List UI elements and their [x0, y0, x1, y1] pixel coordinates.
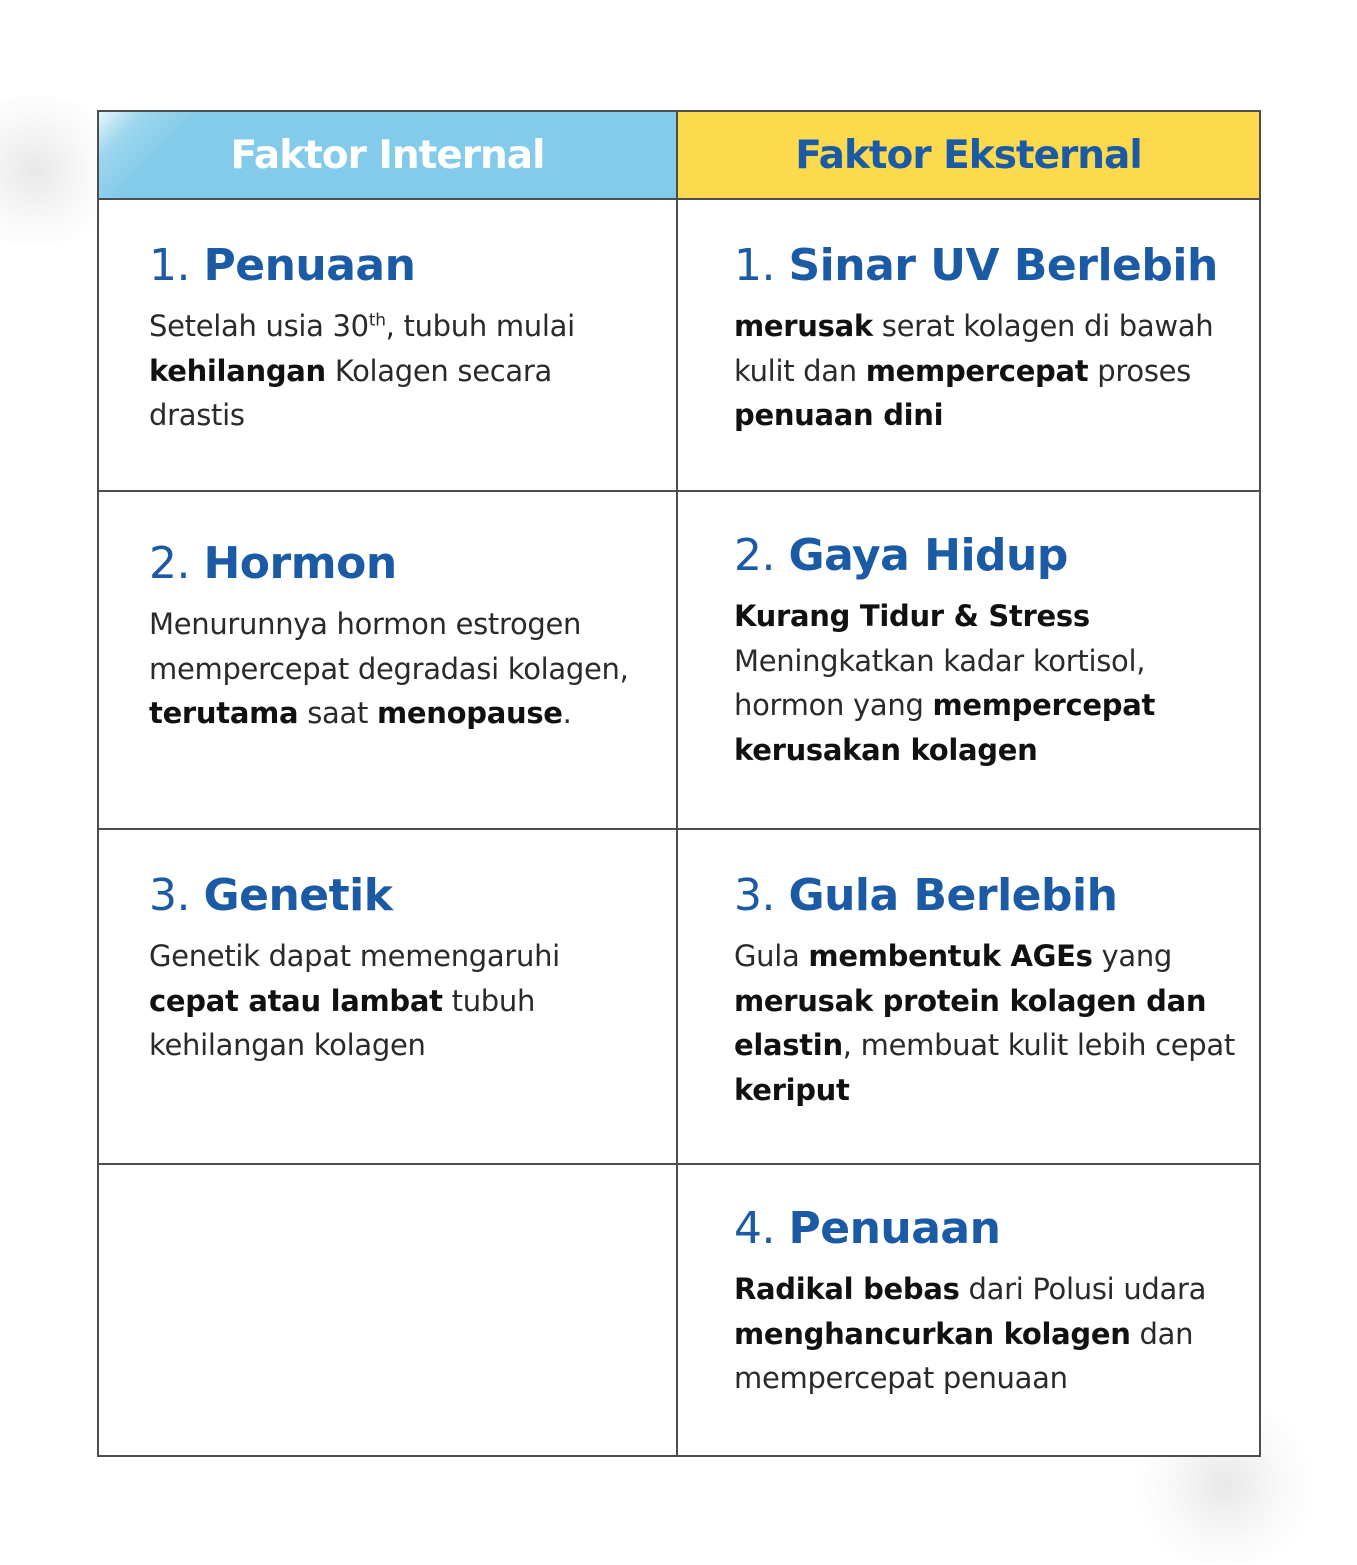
table-row	[98, 829, 1260, 1164]
external-item-1-name: Sinar UV Berlebih	[788, 240, 1218, 291]
internal-cell-1	[98, 199, 677, 491]
internal-item-1-title	[149, 238, 656, 294]
external-item-3-title	[734, 868, 1249, 924]
internal-cell-empty	[98, 1164, 677, 1456]
external-item-3-name: Gula Berlebih	[788, 870, 1118, 921]
external-item-1-description: merusak serat kolagen di bawah kulit dan mempercepat proses penuaan dini	[734, 309, 1214, 432]
external-cell-1	[677, 199, 1260, 491]
internal-item-1-description: Setelah usia 30th, tubuh mulai kehilangan Kolagen secara drastis	[149, 309, 575, 432]
factors-table	[97, 110, 1261, 1457]
external-item-4-name: Penuaan	[788, 1203, 1001, 1254]
internal-item-2-number: 2.	[149, 538, 190, 589]
external-item-1-title	[734, 238, 1249, 294]
internal-item-3-name: Genetik	[203, 870, 393, 921]
internal-item-2-name: Hormon	[203, 538, 397, 589]
external-cell-3	[677, 829, 1260, 1164]
external-cell-2	[677, 491, 1260, 829]
external-item-2-name: Gaya Hidup	[788, 530, 1068, 581]
header-external: Faktor Eksternal	[677, 111, 1260, 199]
table-row	[98, 1164, 1260, 1456]
internal-item-2-description: Menurunnya hormon estrogen mempercepat degradasi kolagen, terutama saat menopause.	[149, 607, 629, 730]
external-item-1-number: 1.	[734, 240, 775, 291]
external-item-4-title	[734, 1201, 1249, 1257]
internal-item-2-title	[149, 536, 656, 592]
internal-item-3-number: 3.	[149, 870, 190, 921]
internal-item-1-number: 1.	[149, 240, 190, 291]
table-row	[98, 491, 1260, 829]
header-internal: Faktor Internal	[98, 111, 677, 199]
external-item-2-description: Kurang Tidur & Stress Meningkatkan kadar kortisol, hormon yang mempercepat kerusakan kolagen	[734, 599, 1156, 767]
internal-item-3-description: Genetik dapat memengaruhi cepat atau lambat tubuh kehilangan kolagen	[149, 939, 560, 1062]
internal-item-1-name: Penuaan	[203, 240, 416, 291]
external-item-4-description: Radikal bebas dari Polusi udara menghancurkan kolagen dan mempercepat penuaan	[734, 1272, 1207, 1395]
internal-cell-2	[98, 491, 677, 829]
table-row	[98, 199, 1260, 491]
internal-cell-3	[98, 829, 677, 1164]
external-item-4-number: 4.	[734, 1203, 775, 1254]
internal-item-3-title	[149, 868, 656, 924]
external-cell-4	[677, 1164, 1260, 1456]
external-item-3-number: 3.	[734, 870, 775, 921]
external-item-2-number: 2.	[734, 530, 775, 581]
external-item-2-title	[734, 528, 1249, 584]
external-item-3-description: Gula membentuk AGEs yang merusak protein kolagen dan elastin, membuat kulit lebih cepat keriput	[734, 939, 1235, 1107]
header-row	[98, 111, 1260, 199]
